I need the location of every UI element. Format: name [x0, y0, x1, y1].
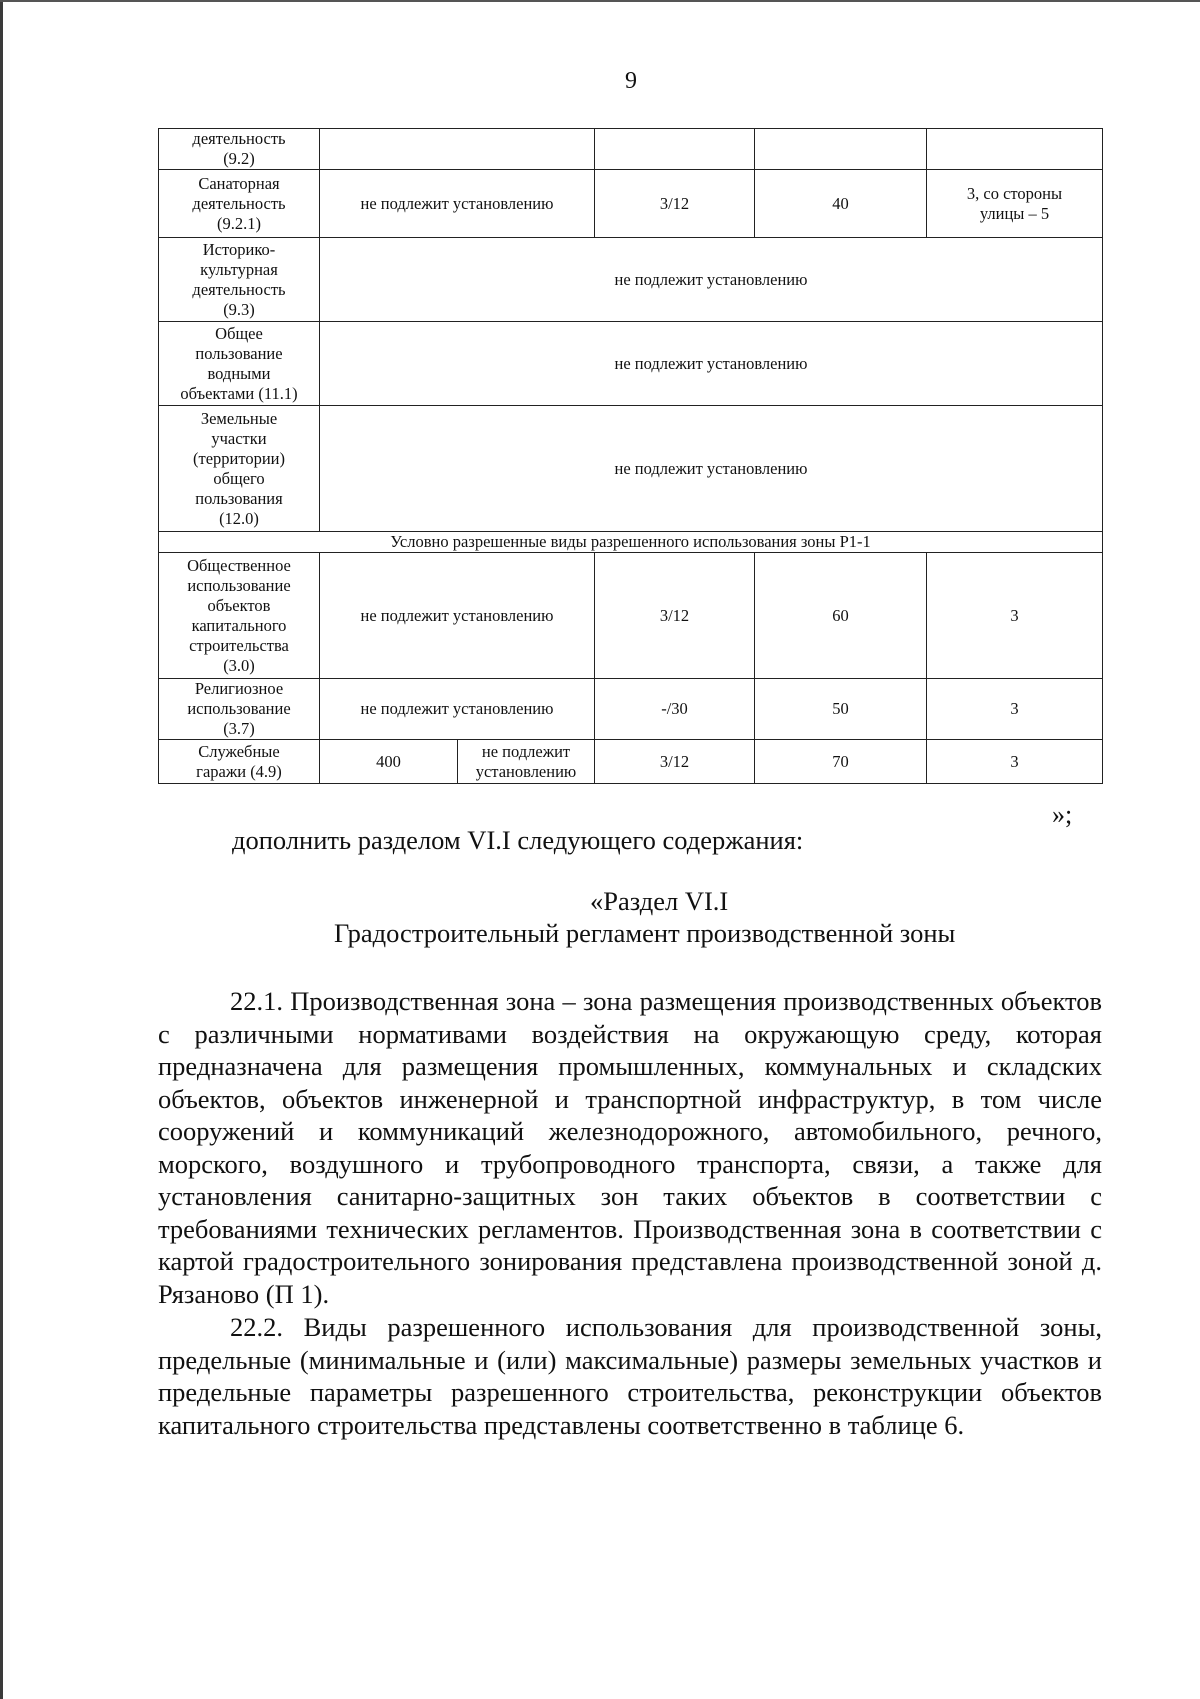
table-row — [159, 238, 1103, 322]
cell-text: 50 — [832, 699, 849, 718]
row-name: Служебные гаражи (4.9) — [196, 741, 282, 781]
cell-text: 3, со стороны улицы – 5 — [966, 183, 1063, 223]
row-name-cell — [159, 553, 320, 679]
row-name: Санаторная деятельность (9.2.1) — [192, 173, 286, 233]
table-cell-merged — [320, 322, 1103, 406]
section-heading: «Раздел VI.I — [590, 886, 729, 916]
row-name: Историко- культурная деятельность (9.3) — [192, 239, 286, 319]
cell-text: не подлежит установлению — [360, 193, 554, 213]
table-cell — [927, 740, 1103, 784]
row-name-cell — [159, 740, 320, 784]
cell-text: -/30 — [661, 699, 688, 718]
cell-text: не подлежит установлению — [360, 605, 554, 625]
paragraph-22-1: 22.1. Производственная зона – зона размещения производственных объектов с различными нормативами воздействия на окружающую среду, которая предназначена для размещения промышленных, коммунальных и складских объектов, объектов инженерной и транспортной инфраструктур, в том числе сооружений и коммуникаций железнодорожного, автомобильного, речного, морского, воздушного и трубопроводного транспорта, связи, а также для установления санитарно-защитных зон таких объектов в соответствии с требованиями технических регламентов. Производственная зона в соответствии с картой градостроительного зонирования представлена производственной зоной д. Рязаново (П 1). — [158, 986, 1102, 1309]
table-row — [159, 679, 1103, 740]
cell-text: 3 — [1010, 699, 1019, 718]
table-cell — [320, 740, 458, 784]
scan-border-left — [0, 0, 3, 1699]
cell-text: не подлежит установлению — [614, 269, 808, 289]
table-row — [159, 553, 1103, 679]
row-name-cell — [159, 322, 320, 406]
cell-text: 40 — [832, 193, 849, 213]
table-cell — [755, 740, 927, 784]
table-row — [159, 406, 1103, 532]
table-cell — [755, 679, 927, 740]
page-number: 9 — [625, 68, 637, 94]
cell-text: не подлежит установлению — [614, 458, 808, 478]
table-cell — [320, 129, 595, 170]
row-name-cell — [159, 406, 320, 532]
table-row — [159, 129, 1103, 170]
table-section-row — [159, 532, 1103, 553]
row-name: Общее пользование водными объектами (11.1) — [180, 323, 298, 403]
cell-text: не подлежит установлению — [475, 741, 577, 781]
table-cell — [927, 129, 1103, 170]
row-name-cell — [159, 170, 320, 238]
cell-text: 70 — [832, 751, 849, 771]
regulation-table — [158, 128, 1103, 784]
cell-text: 3/12 — [659, 605, 690, 625]
table-cell — [927, 553, 1103, 679]
table-cell — [320, 553, 595, 679]
row-name: деятельность (9.2) — [192, 129, 286, 168]
table-cell — [320, 679, 595, 740]
table-row — [159, 740, 1103, 784]
row-name-cell — [159, 129, 320, 170]
table-cell — [755, 170, 927, 238]
row-name: Земельные участки (территории) общего пользования (12.0) — [192, 408, 285, 528]
paragraph-22-2: 22.2. Виды разрешенного использования для производственной зоны, предельные (минимальные и (или) максимальные) размеры земельных участков и предельные параметры разрешенного строительства, реконструкции объектов капитального строительства представлены соответственно в таблице 6. — [158, 1312, 1102, 1440]
cell-text: 3 — [1010, 605, 1019, 625]
table-row — [159, 322, 1103, 406]
table-cell — [755, 553, 927, 679]
table-row — [159, 170, 1103, 238]
section-title — [159, 532, 1103, 553]
cell-text: 3/12 — [659, 751, 690, 771]
table-cell-merged — [320, 238, 1103, 322]
cell-text: 3 — [1010, 751, 1019, 771]
table-cell — [755, 129, 927, 170]
row-name: Общественное использование объектов капитального строительства (3.0) — [187, 555, 291, 675]
row-name-cell — [159, 238, 320, 322]
intro-text: дополнить разделом VI.I следующего содержания: — [232, 825, 804, 855]
table-cell — [595, 129, 755, 170]
cell-text: не подлежит установлению — [614, 353, 808, 373]
row-name: Религиозное использование (3.7) — [187, 679, 291, 738]
cell-text: 3/12 — [659, 193, 690, 213]
table-cell — [458, 740, 595, 784]
cell-text: не подлежит установлению — [360, 699, 554, 718]
table-cell-merged — [320, 406, 1103, 532]
row-name-cell — [159, 679, 320, 740]
table-cell — [595, 740, 755, 784]
section-title-text: Условно разрешенные виды разрешенного использования зоны Р1-1 — [390, 532, 871, 551]
scan-border-top — [0, 0, 1200, 2]
cell-text: 400 — [376, 751, 401, 771]
section-subheading: Градостроительный регламент производственной зоны — [334, 918, 956, 948]
table-cell — [320, 170, 595, 238]
table-cell — [595, 170, 755, 238]
table-cell — [927, 679, 1103, 740]
table-cell — [927, 170, 1103, 238]
table-cell — [595, 679, 755, 740]
table-cell — [595, 553, 755, 679]
closing-quote: »; — [1052, 800, 1073, 829]
cell-text: 60 — [832, 605, 849, 625]
